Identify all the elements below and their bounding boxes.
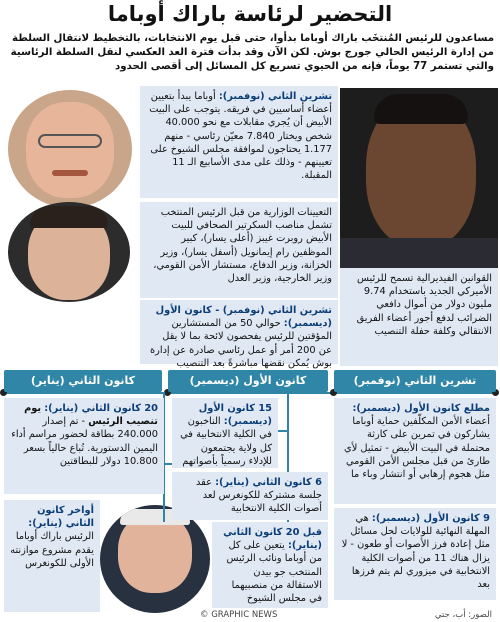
footer-brand: © GRAPHIC NEWS [200,610,278,620]
box-text: - تم إصدار 240.000 بطاقة لحضور مراسم أداء اليمين الدستورية. تُباع حالياً بسعر 10.800 دولار للبطاقتين [11,416,158,467]
box-late-january [4,500,100,612]
box-nov-dec [140,300,338,369]
box-before-january-20 [212,522,328,608]
box-heading: أواخر كانون الثاني (يناير): [28,505,94,530]
box-text: يتعين على كل من أوباما ونائب الرئيس المنتخب جو بيدن الاستقالة من منصبيهما في مجلس الشيوخ [226,540,322,605]
box-text: أوباما يبدأ بتعيين أعضاء أساسيين في فريقه. يتوجب على البيت الأبيض أن يُجري مقابلات مع نحو 40.000 شخص ويختار 7.840 معيّن رئاسي - منهم 1.177 يحتاجون لموافقة مجلس الشيوخ على تعيينهم - وذلك على مدى الأسابيع الـ 11 المقبلة. [149,91,332,182]
box-text: الرئيس باراك أوباما يقدم مشروع موازنته الأولى للكونغرس [10,531,94,569]
box-heading: 9 كانون الأول (ديسمبر): [371,513,490,524]
box-november-staff [140,86,338,198]
timeline-connector [278,430,289,432]
budget-text: القوانين الفيديرالية تسمح للرئيس الأميركي الجديد باستخدام 9.74 مليون دولار من أموال دافعي الضرائب لدفع أجور أعضاء الفريق الانتقالي وكلفة حفلة التنصيب [356,273,492,337]
inauguration-label: يوم تنصيب الرئيس [24,403,158,428]
box-text: حوالي 50 من المستشارين المؤقتين للرئيس يفحصون لائحة بما لا يقل عن 200 أمر أو عمل رئاسي صادرة عن إدارة بوش يُمكن نقضها مباشرةً بعد التنصيب [149,318,332,369]
budget-caption [340,268,498,366]
box-cabinet-appointments [140,202,338,298]
box-december-9 [334,508,496,600]
box-heading: 15 كانون الأول (ديسمبر): [198,403,272,428]
page-title: التحضير لرئاسة باراك أوباما [107,2,393,26]
box-heading: 20 كانون الثاني (يناير): [44,403,158,414]
tab-december: كانون الأول (ديسمبر) [168,370,328,392]
box-heading: مطلع كانون الأول (ديسمبر): [352,403,490,414]
emanuel-photo [8,202,130,302]
gibbs-photo [8,90,132,208]
box-inauguration-day [4,398,164,494]
box-heading: 6 كانون الثاني (يناير): [215,477,322,488]
box-text: أعضاء الأمن المكلّفين حماية أوباما يشاركون في تمرين على كارثة محتملة في البيت الأبيض - تمثيل لأي طارئ من قبل مجلس الأمن القومي مثل هجوم إرهابي أو انتشار وباء ما [344,416,490,481]
box-heading: قبل 20 كانون الثاني (يناير): [223,527,322,552]
tab-november: تشرين الثاني (نوفمبر) [334,370,496,392]
footer-source: الصور: أب، جتي [434,610,492,620]
box-heading: تشرين الثاني (نوفمبر): [218,91,332,102]
box-december-15 [172,398,278,468]
intro-paragraph: مساعدون للرئيس المُنتخَب باراك أوباما بدأوا، حتى قبل يوم الانتخابات، بالتخطيط لانتقال السلطة من إدارة الرئيس الحالي جورج بوش. لكن الآن وقد بدأت فترة العد العكسي لنقل السلطة الرئاسية والتي تستمر 77 يوماً، فإنه من الحيوي تسريع كل المسائل إلى أقصى الحدود [10,33,494,72]
box-january-6 [172,472,328,520]
box-heading: تشرين الثاني (نوفمبر) - كانون الأول (ديسمبر): [155,305,332,330]
box-early-december [334,398,496,504]
box-text: الناخبون في الكلية الانتخابية في كل ولاية يجتمعون للإدلاء رسمياً بأصواتهم [180,416,272,467]
box-text: عقد جلسة مشتركة للكونغرس لعد أصوات الكلية الانتخابية [195,477,322,515]
timeline-line [4,392,496,394]
obama-photo [340,88,498,268]
biden-photo [100,505,210,613]
tab-january: كانون الثاني (يناير) [4,370,162,392]
box-text: هي المهلة النهائية للولايات لحل مسائل مثل إعادة فرز الأصوات أو طعون - لا يزال هناك 11 من أصوات الكلية الانتخابية في ميزوري لم يتم فرزها بعد [341,513,490,591]
box-text: التعيينات الوزارية من قبل الرئيس المنتخب تشمل مناصب السكرتير الصحافي للبيت الأبيض روبرت غيبز (أعلى يسار)، كبير الموظفين رام إيمانويل (أسفل يسار)، وزير الخزانة، وزير الدفاع، مستشار الأمن القومي، وزير الخارجية، وزير العدل [153,207,332,285]
